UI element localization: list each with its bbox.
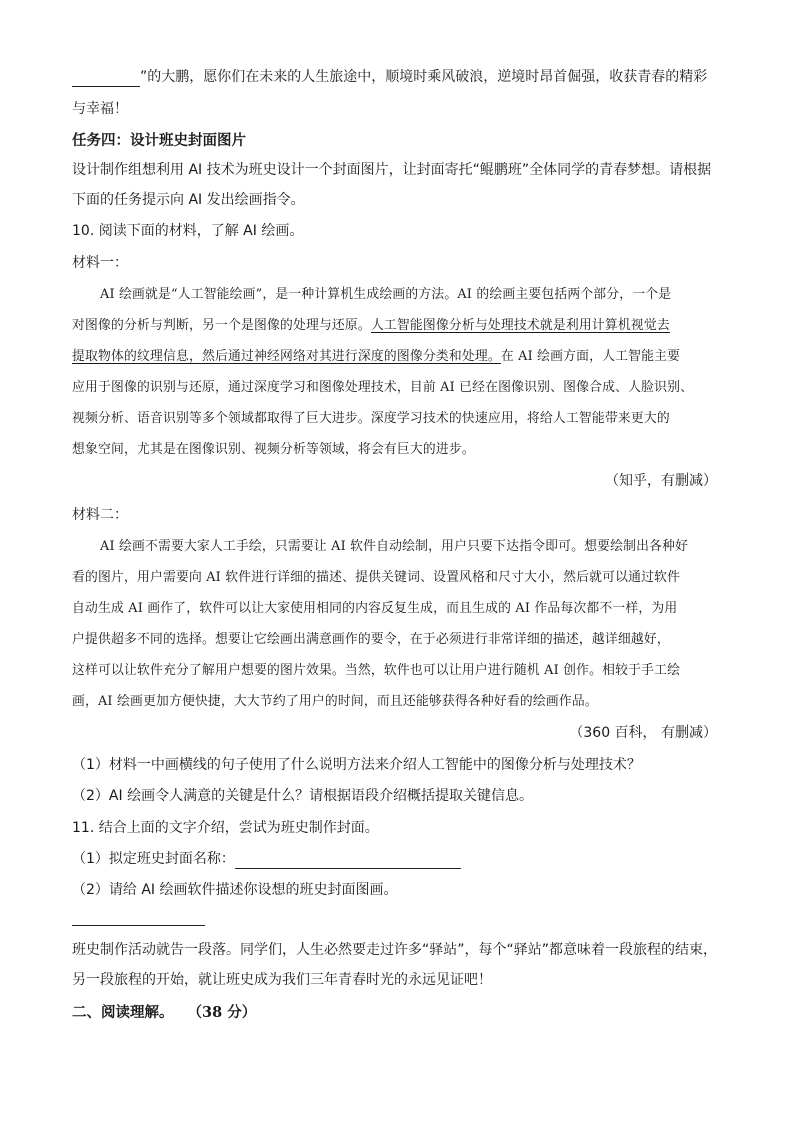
underlined-sentence: 提取物体的纹理信息，然后通过神经网络对其进行深度的图像分类和处理。 bbox=[72, 349, 501, 364]
material-2-line: 这样可以让软件充分了解用户想要的图片效果。当然，软件也可以让用户进行随机 AI 创作。相较于手工绘 bbox=[72, 663, 681, 678]
material-2-line: AI 绘画不需要大家人工手绘，只需要让 AI 软件自动绘制，用户只要下达指令即可。想要绘制出各种好 bbox=[100, 539, 689, 554]
material-2-line: 看的图片，用户需要向 AI 软件进行详细的描述、提供关键词、设置风格和尺寸大小，然后就可以通过软件 bbox=[72, 570, 681, 585]
task4-heading: 任务四：设计班史封面图片 bbox=[72, 132, 246, 149]
material-1-line: AI 绘画就是“人工智能绘画”，是一种计算机生成绘画的方法。AI 的绘画主要包括两个部分，一个是 bbox=[100, 287, 672, 302]
material-1-line: 视频分析、语音识别等多个领域都取得了巨大进步。深度学习技术的快速应用，将给人工智能带来更大的 bbox=[72, 411, 670, 426]
material-1-line: 提取物体的纹理信息，然后通过神经网络对其进行深度的图像分类和处理。在 AI 绘画方面，人工智能主要 bbox=[72, 349, 681, 364]
fill-in-blank bbox=[72, 71, 140, 87]
material-2-source: （360 百科， 有删减） bbox=[569, 725, 717, 741]
question-11-sub-1: （1）拟定班史封面名称： bbox=[72, 849, 722, 869]
section-2-heading: 二、阅读理解。 （38 分） bbox=[72, 1004, 257, 1021]
material-1-line: 应用于图像的识别与还原，通过深度学习和图像处理技术，目前 AI 已经在图像识别、图像合成、人脸识别、 bbox=[72, 380, 694, 395]
material-1-source: （知乎，有删减） bbox=[605, 473, 717, 489]
underlined-sentence: 人工智能图像分析与处理技术就是利用计算机视觉去 bbox=[370, 318, 670, 333]
paragraph-line: ”的大鹏，愿你们在未来的人生旅途中，顺境时乘风破浪，逆境时昂首倔强，收获青春的精彩 bbox=[72, 67, 722, 87]
closing-line: 班史制作活动就告一段落。同学们，人生必然要走过许多“驿站”，每个“驿站”都意味着一段旅程的结束， bbox=[72, 942, 718, 958]
task4-intro-line: 设计制作组想利用 AI 技术为班史设计一个封面图片，让封面寄托“鲲鹏班”全体同学的青春梦想。请根据 bbox=[72, 162, 712, 178]
answer-blank-line[interactable] bbox=[235, 854, 461, 869]
question-11-sub-2: （2）请给 AI 绘画软件描述你设想的班史封面图画。 bbox=[72, 882, 398, 898]
material-2-line: 户提供超多不同的选择。想要让它绘画出满意画作的要令，在于必须进行非常详细的描述，越详细越好， bbox=[72, 632, 670, 647]
closing-line: 另一段旅程的开始，就让班史成为我们三年青春时光的永远见证吧！ bbox=[72, 972, 492, 988]
material-1-line: 对图像的分析与判断，另一个是图像的处理与还原。人工智能图像分析与处理技术就是利用计算机视觉去 bbox=[72, 318, 670, 333]
material-2-label: 材料二： bbox=[72, 507, 128, 523]
question-10-stem: 10. 阅读下面的材料，了解 AI 绘画。 bbox=[72, 223, 304, 239]
paragraph-line: 与幸福！ bbox=[72, 101, 128, 117]
question-10-sub-1: （1）材料一中画横线的句子使用了什么说明方法来介绍人工智能中的图像分析与处理技术？ bbox=[72, 757, 641, 773]
material-1-label: 材料一： bbox=[72, 255, 128, 271]
question-10-sub-2: （2）AI 绘画令人满意的关键是什么？请根据语段介绍概括提取关键信息。 bbox=[72, 788, 534, 804]
task4-intro-line: 下面的任务提示向 AI 发出绘画指令。 bbox=[72, 192, 305, 208]
question-11-stem: 11. 结合上面的文字介绍，尝试为班史制作封面。 bbox=[72, 820, 379, 836]
material-1-line: 想象空间，尤其是在图像识别、视频分析等领域，将会有巨大的进步。 bbox=[72, 442, 475, 457]
divider-rule bbox=[72, 925, 205, 926]
material-2-line: 自动生成 AI 画作了，软件可以让大家使用相同的内容反复生成，而且生成的 AI 作品每次都不一样，为用 bbox=[72, 601, 678, 616]
material-2-line: 画，AI 绘画更加方便快捷，大大节约了用户的时间，而且还能够获得各种好看的绘画作品。 bbox=[72, 694, 598, 709]
